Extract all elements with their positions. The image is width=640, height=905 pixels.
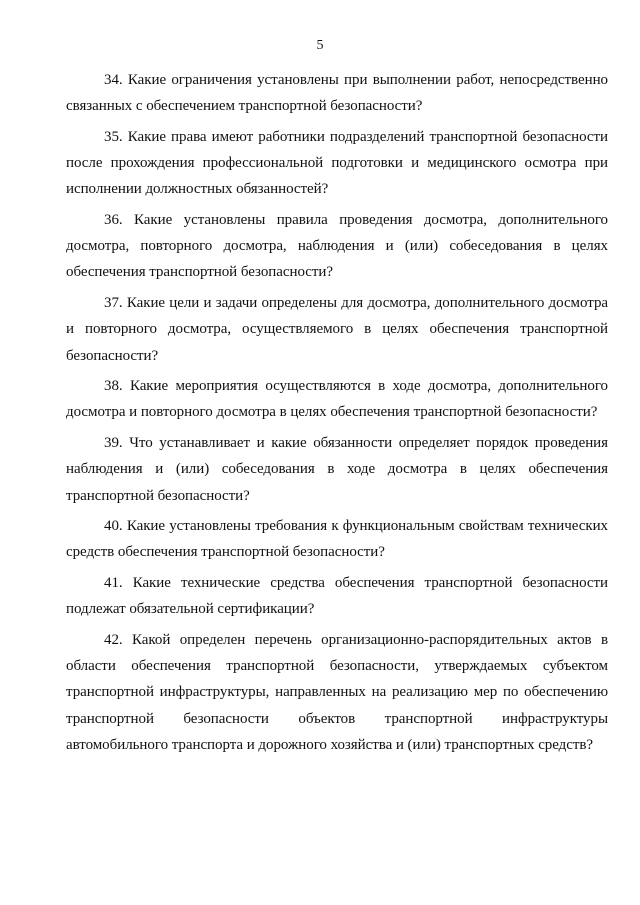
- question-number: 39.: [104, 435, 123, 452]
- question-number: 37.: [104, 295, 123, 312]
- question-number: 41.: [104, 575, 123, 592]
- question-number: 35.: [104, 128, 123, 145]
- question-35: [66, 124, 608, 203]
- question-number: 36.: [104, 212, 123, 229]
- question-text: Что устанавливает и какие обязанности определяет порядок проведения наблюдения и (или) собеседования в ходе досмотра в целях обеспечения транспортной безопасности?: [66, 435, 608, 504]
- question-number: 38.: [104, 378, 123, 395]
- question-40: [66, 513, 608, 565]
- question-39: [66, 430, 608, 509]
- question-34: [66, 67, 608, 119]
- question-37: [66, 290, 608, 369]
- question-38: [66, 373, 608, 425]
- question-41: [66, 570, 608, 622]
- question-number: 34.: [104, 72, 123, 88]
- question-text: Какой определен перечень организационно-распорядительных актов в области обеспечения транспортной безопасности, утверждаемых субъектом транспортной инфраструктуры, направленных на реализацию мер по обеспечению транспортной безопасности объектов транспортной инфраструктуры автомобильного транспорта и дорожного хозяйства и (или) транспортных средств?: [66, 632, 608, 753]
- question-number: 42.: [104, 632, 123, 649]
- question-list: [66, 67, 608, 763]
- question-text: Какие цели и задачи определены для досмотра, дополнительного досмотра и повторного досмотра, осуществляемого в целях обеспечения транспортной безопасности?: [66, 295, 608, 364]
- question-text: Какие мероприятия осуществляются в ходе досмотра, дополнительного досмотра и повторного досмотра в целях обеспечения транспортной безопасности?: [66, 378, 608, 421]
- question-42: [66, 627, 608, 758]
- question-text: Какие права имеют работники подразделений транспортной безопасности после прохождения профессиональной подготовки и медицинского осмотра при исполнении должностных обязанностей?: [66, 128, 608, 198]
- question-text: Какие установлены правила проведения досмотра, дополнительного досмотра, повторного досмотра, наблюдения и (или) собеседования в целях обеспечения транспортной безопасности?: [66, 212, 609, 281]
- question-text: Какие ограничения установлены при выполнении работ, непосредственно связанных с обеспечением транспортной безопасности?: [66, 72, 608, 115]
- page-number: 5: [316, 38, 324, 53]
- question-number: 40.: [104, 518, 123, 535]
- question-text: Какие технические средства обеспечения транспортной безопасности подлежат обязательной сертификации?: [66, 575, 608, 618]
- question-text: Какие установлены требования к функциональным свойствам технических средств обеспечения транспортной безопасности?: [66, 518, 608, 561]
- question-36: [66, 207, 608, 286]
